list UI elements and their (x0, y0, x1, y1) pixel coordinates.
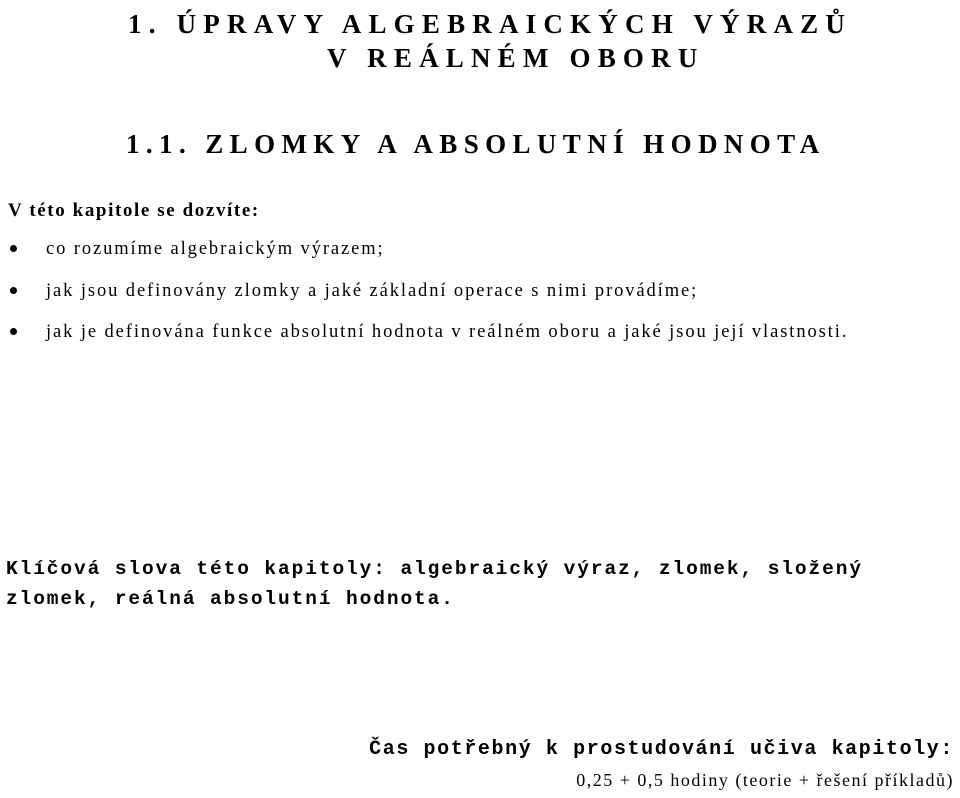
study-time-heading: Čas potřebný k prostudování učiva kapitoly: (369, 738, 954, 761)
bullet-icon (10, 245, 17, 252)
chapter-title-line-1: 1. ÚPRAVY ALGEBRAICKÝCH VÝRAZŮ (128, 9, 853, 39)
chapter-title-line-2: V REÁLNÉM OBORU (327, 43, 705, 73)
list-item (0, 319, 940, 345)
list-item (0, 278, 940, 304)
bullet-icon (10, 328, 17, 335)
keywords-paragraph: Klíčová slova této kapitoly: algebraický výraz, zlomek, složený zlomek, reálná absolutní hodnota. (6, 558, 863, 610)
list-item-text: jak je definována funkce absolutní hodnota v reálném oboru a jaké jsou její vlastnosti. (46, 322, 849, 342)
section-title: 1.1. ZLOMKY A ABSOLUTNÍ HODNOTA (126, 129, 826, 159)
bullet-icon (10, 287, 17, 294)
intro-heading: V této kapitole se dozvíte: (8, 200, 260, 221)
list-item-text: jak jsou definovány zlomky a jaké základní operace s nimi provádíme; (46, 281, 699, 301)
study-time-value: 0,25 + 0,5 hodiny (teorie + řešení příkladů) (576, 770, 954, 790)
list-item (0, 236, 940, 262)
list-item-text: co rozumíme algebraickým výrazem; (46, 239, 385, 259)
learning-goals-list (0, 236, 940, 345)
